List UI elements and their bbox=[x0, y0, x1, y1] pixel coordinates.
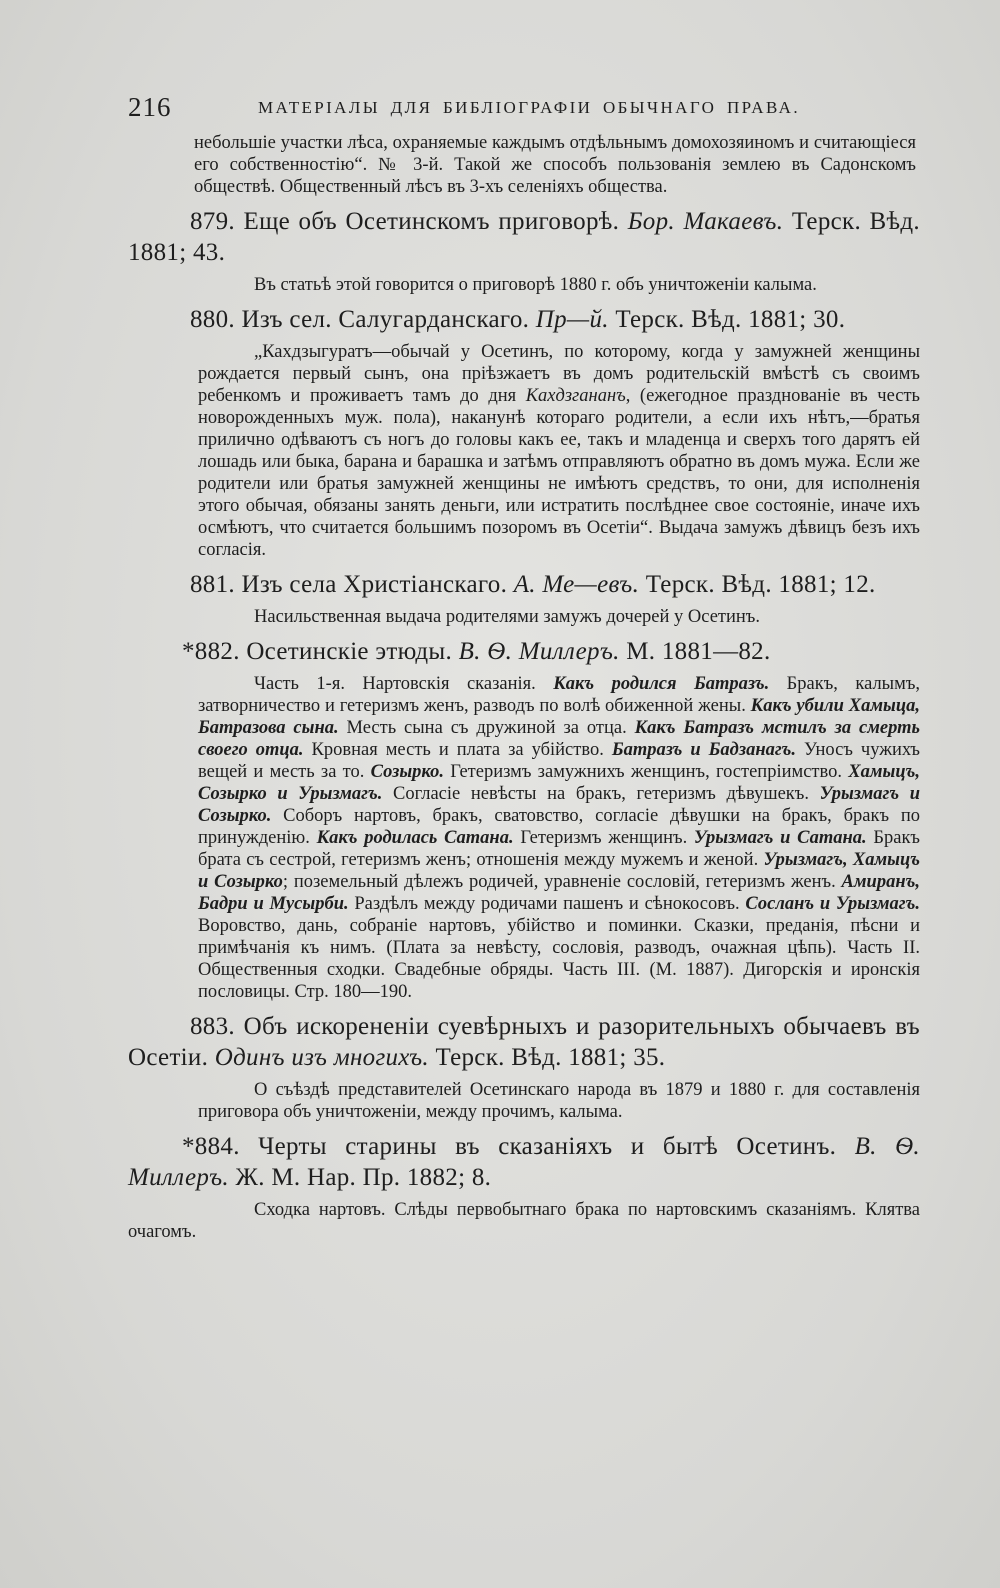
note-text: Соборъ нартовъ, бракъ, сватовство, согласіе дѣвушки на бракъ, бракъ по принужденію. bbox=[198, 806, 920, 848]
tale-title: Какъ родилась Сатана. bbox=[316, 828, 514, 848]
entry-879-note: Въ статьѣ этой говорится о приговорѣ 1880 г. объ уничтоженіи калыма. bbox=[254, 275, 817, 295]
note-text: Кровная месть и плата за убійство. bbox=[303, 740, 612, 760]
entry-title: Изъ сел. Салугарданскаго. bbox=[241, 306, 530, 333]
entry-source: Терск. Вѣд. 1881; 43. bbox=[128, 208, 920, 266]
page-content bbox=[128, 132, 920, 1243]
entry-source: Терск. Вѣд. 1881; 12. bbox=[645, 571, 876, 598]
entry-number: *882. bbox=[182, 638, 240, 665]
tale-title: Амиранъ, Бадри и Мусырби. bbox=[198, 872, 920, 914]
entry-title: Изъ села Христіанскаго. bbox=[241, 571, 508, 598]
entry-author: Пр—й. bbox=[535, 306, 609, 333]
note-text: Часть 1-я. Нартовскія сказанія. bbox=[254, 674, 554, 694]
entry-author: В. Ѳ. Миллеръ. bbox=[128, 1133, 920, 1191]
entry-884-heading bbox=[128, 1131, 920, 1193]
note-text: Бракъ брата съ сестрой, гетеризмъ женъ; отношенія между мужемъ и женой. bbox=[198, 828, 921, 870]
tale-title: Урызмагъ, Хамыцъ и Созырко bbox=[198, 850, 920, 892]
note-text: „Кахдзыгуратъ—обычай у Осетинъ, по которому, когда у замужней женщины рождается первый сынъ, она пріѣзжаетъ въ домъ родительскій вмѣстѣ съ своимъ ребенкомъ и проживаетъ тамъ до дня bbox=[198, 342, 920, 406]
entry-number: *884. bbox=[182, 1133, 240, 1160]
entry-882-heading bbox=[128, 636, 920, 667]
tale-title: Сосланъ и Урызмагъ. bbox=[745, 894, 921, 914]
note-text: Бракъ, калымъ, затворничество и гетеризмъ женъ, разводъ по волѣ обиженной жены. bbox=[198, 674, 921, 716]
tale-title: Хамыцъ, Созырко и Урызмагъ. bbox=[198, 762, 920, 804]
tale-title: Урызмагъ и Созырко. bbox=[198, 784, 920, 826]
intro-paragraph: небольшіе участки лѣса, охраняемые каждымъ отдѣльнымъ домохозяиномъ и считающіеся его собственностію“. № 3-й. Такой же способъ пользованія землею въ Садонскомъ обществѣ. Общественный лѣсъ въ 3-хъ селеніяхъ общества. bbox=[194, 133, 916, 197]
entry-number: 881. bbox=[190, 571, 235, 598]
entry-source: Ж. М. Нар. Пр. 1882; 8. bbox=[235, 1164, 492, 1191]
entry-883-heading bbox=[128, 1011, 920, 1073]
entry-880-note bbox=[128, 341, 920, 561]
note-text: Месть сына съ дружиной за отца. bbox=[338, 718, 635, 738]
note-text: Воровство, дань, собраніе нартовъ, убійство и поминки. Сказки, преданія, пѣсни и примѣчанія къ нимъ. (Плата за невѣсту, сословія, разводъ, очажная цѣпь). Часть II. Общественныя сходки. Свадебные обряды. Часть III. (М. 1887). Дигорскія и иронскія пословицы. Стр. 180—190. bbox=[198, 916, 920, 1002]
entry-number: 883. bbox=[190, 1013, 235, 1040]
tale-title: Урызмагъ и Сатана. bbox=[693, 828, 867, 848]
entry-880-heading bbox=[128, 304, 920, 335]
entry-author: Одинъ изъ многихъ. bbox=[214, 1044, 429, 1071]
tale-title: Какъ родился Батразъ. bbox=[553, 674, 770, 694]
entry-source: М. 1881—82. bbox=[626, 638, 771, 665]
page-number: 216 bbox=[128, 92, 172, 122]
entry-881-note: Насильственная выдача родителями замужъ дочерей у Осетинъ. bbox=[254, 607, 760, 627]
tale-title: Какъ Батразъ мстилъ за смерть своего отца. bbox=[198, 718, 920, 760]
tale-title: Какъ убили Хамыца, Батразова сына. bbox=[198, 696, 921, 738]
page-header bbox=[128, 92, 940, 122]
entry-number: 880. bbox=[190, 306, 235, 333]
entry-884-note: Сходка нартовъ. Слѣды первобытнаго брака по нартовскимъ сказаніямъ. Клятва очагомъ. bbox=[128, 1200, 920, 1242]
entry-883-note: О съѣздѣ представителей Осетинскаго народа въ 1879 и 1880 г. для составленія приговора объ уничтоженіи, между прочимъ, калыма. bbox=[198, 1080, 920, 1122]
entry-title: Еще объ Осетинскомъ приговорѣ. bbox=[243, 208, 620, 235]
tale-title: Батразъ и Бадзанагъ. bbox=[611, 740, 797, 760]
entry-882-note bbox=[128, 673, 920, 1003]
tale-title: Созырко. bbox=[370, 762, 444, 782]
entry-number: 879. bbox=[190, 208, 235, 235]
entry-879-heading bbox=[128, 206, 920, 268]
note-text: Раздѣлъ между родичами пашенъ и сѣнокосовъ. bbox=[348, 894, 746, 914]
note-text: ; поземельный дѣлежъ родичей, уравненіе сословій, гетеризмъ женъ. bbox=[282, 872, 842, 892]
note-text: Гетеризмъ женщинъ. bbox=[513, 828, 694, 848]
note-text: Гетеризмъ замужнихъ женщинъ, гостепріимство. bbox=[443, 762, 849, 782]
entry-author: А. Ме—евъ. bbox=[513, 571, 640, 598]
note-text: Согласіе невѣсты на бракъ, гетеризмъ дѣвушекъ. bbox=[382, 784, 820, 804]
entry-source: Терск. Вѣд. 1881; 30. bbox=[615, 306, 846, 333]
entry-title: Черты старины въ сказаніяхъ и бытѣ Осетинъ. bbox=[258, 1133, 837, 1160]
note-text: , (ежегодное празднованіе въ честь новорожденныхъ муж. пола), наканунѣ котораго родители, а если ихъ нѣтъ,—братья прилично одѣваютъ съ ногъ до головы какъ ее, такъ и младенца и сверхъ того дарятъ ей лошадь или быка, барана и барашка и затѣмъ отправляютъ обратно въ домъ мужа. Если же родители или братья замужней женщины не имѣютъ средствъ, то они, для исполненія этого обычая, обязаны занять деньги, или истратить послѣднее свое состояніе, иначе ихъ осмѣютъ, что считается большимъ позоромъ въ Осетіи“. Выдача замужъ дѣвицъ безъ ихъ согласія. bbox=[198, 386, 920, 560]
running-title: МАТЕРІАЛЫ ДЛЯ БИБЛІОГРАФІИ ОБЫЧНАГО ПРАВА. bbox=[258, 98, 800, 117]
entry-author: Бор. Макаевъ. bbox=[627, 208, 784, 235]
entry-author: В. Ѳ. Миллеръ. bbox=[458, 638, 620, 665]
entry-title: Осетинскіе этюды. bbox=[246, 638, 453, 665]
note-text: Уносъ чужихъ вещей и месть за то. bbox=[198, 740, 920, 782]
entry-title: Объ искорененіи суевѣрныхъ и разорительныхъ обычаевъ въ Осетіи. bbox=[128, 1013, 920, 1071]
note-italic-term: Кахдзгананъ bbox=[525, 386, 626, 406]
entry-881-heading bbox=[128, 569, 920, 600]
entry-source: Терск. Вѣд. 1881; 35. bbox=[435, 1044, 666, 1071]
